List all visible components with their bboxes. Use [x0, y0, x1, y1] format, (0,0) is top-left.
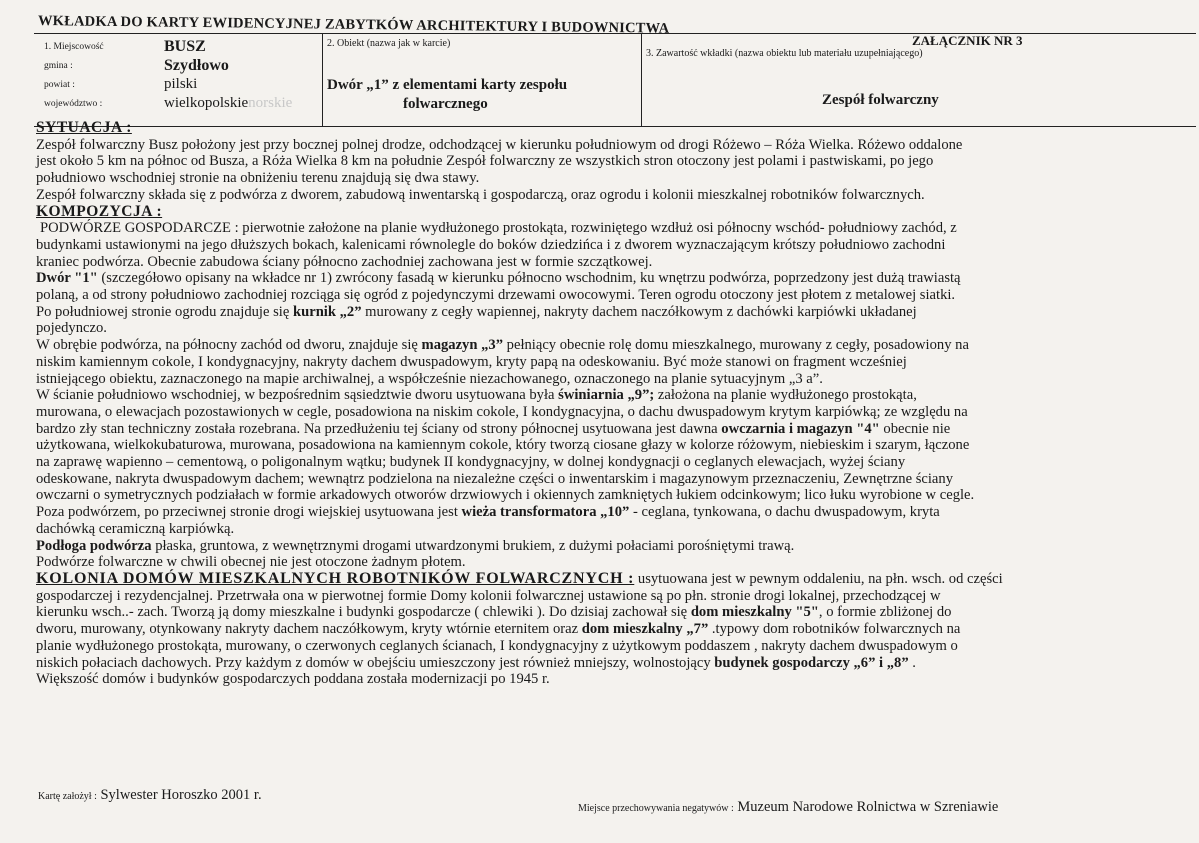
text-line: budynkami ustawionymi na jego dłuższych bokach, kalenicami równolegle do boków dziedzińca i z dworem wyznaczającym krótszy południowo zachodni [36, 236, 946, 253]
section-title-composition: KOMPOZYCJA : [36, 202, 163, 220]
commune-value: Szydłowo [164, 57, 229, 74]
province-smudge: norskie [248, 95, 293, 111]
content-label: 3. Zawartość wkładki (nazwa obiektu lub materiału uzupełniającego) [646, 48, 923, 59]
text-line [36, 571, 1186, 588]
text-line: jest około 5 km na północ od Busza, a Róża Wielka 8 km na południe Zespół folwarczny ze wszystkich stron otoczony jest polami i pastwiskami, po jego [36, 153, 934, 170]
text-line: użytkowana, wielkokubaturowa, murowana, posadowiona na kamiennym cokole, który tworzą ciosane głazy w kolorze różowym, niebieskim i szarym, łączone [36, 437, 970, 454]
text-run: Poza podwórzem, po przeciwnej stronie drogi wiejskiej usytuowana jest [36, 504, 462, 521]
storage-value: Muzeum Narodowe Rolnictwa w Szreniawie [733, 799, 999, 815]
text-line: kraniec podwórza. Obecnie zabudowa ściany północno zachodniej zachowana jest w formie szczątkowej. [36, 253, 653, 270]
text-line: na zaprawę wapienno – cementową, o poligonalnym wątku; budynek II kondygnacyjny, w dolnej kondygnacji o ceglanych elewacjach, wyżej ściany [36, 454, 906, 471]
bold-term: dom mieszkalny "5" [690, 604, 819, 621]
text-line [36, 304, 1186, 321]
text-line [36, 387, 1186, 404]
document-body [36, 120, 1186, 688]
object-value [327, 76, 567, 114]
storage-label: Miejsce przechowywania negatywów : [578, 803, 734, 814]
footer-author [38, 787, 262, 804]
footer-storage [578, 799, 998, 816]
object-column [322, 34, 678, 126]
text-line [36, 655, 1186, 672]
bold-term: owczarnia i magazyn "4" [721, 420, 880, 437]
text-line [36, 270, 1186, 287]
object-line-2: folwarcznego [403, 96, 488, 112]
text-line: Zespół folwarczny składa się z podwórza z dworem, zabudową inwentarską i gospodarczą, oraz ogrodu i kolonii mieszkalnej robotników folwarcznych. [36, 186, 925, 203]
document-title: WKŁADKA DO KARTY EWIDENCYJNEJ ZABYTKÓW ARCHITEKTURY I BUDOWNICTWA [37, 13, 670, 37]
annex-number: ZAŁĄCZNIK NR 3 [912, 33, 1023, 48]
text-run: kierunku wsch..- zach. Tworzą ją domy mieszkalne i budynki gospodarcze ( chlewiki ). Do dzisiaj zachował się [36, 604, 691, 621]
text-line: Zespół folwarczny Busz położony jest przy bocznej polnej drodze, odchodzącej w kierunku południowym od drogi Różewo – Róża Wielka. Różewo oddalone [36, 136, 963, 153]
section-title-situation: SYTUACJA : [36, 119, 132, 136]
locality-label: 1. Miejscowość [44, 42, 104, 52]
bold-term: magazyn „3” [421, 337, 504, 354]
text-line: gospodarczej i rezydencjalnej. Przetrwała ona w pierwotnej formie Domy kolonii folwarcznej ustawione są po płn. stronie drogi lokalnej, przechodzącej w [36, 587, 941, 604]
county-label: powiat : [44, 80, 75, 90]
text-line [36, 421, 1186, 438]
text-line: murowana, o elewacjach pozostawionych w cegle, posadowiona na niskim cokole, I kondygnacyjna, o dachu dwuspadowym krytym karpiówką; ze względu na [36, 403, 968, 420]
text-run: obecnie nie [879, 420, 951, 437]
text-run: usytuowana jest w pewnym oddaleniu, na płn. wsch. od części [634, 570, 1003, 587]
bold-term: Dwór "1" [36, 270, 98, 287]
content-value: Zespół folwarczny [822, 92, 939, 108]
section-title-colony: KOLONIA DOMÓW MIESZKALNYCH ROBOTNIKÓW FOLWARCZNYCH : [36, 569, 635, 587]
text-line: Większość domów i budynków gospodarczych poddana została modernizacji po 1945 r. [36, 671, 550, 688]
locality-value: BUSZ [164, 38, 206, 55]
text-run: dworu, murowany, otynkowany nakryty dachem naczółkowym, kryty wtórnie eternitem oraz [36, 621, 582, 638]
text-run: , o formie zbliżonej do [818, 604, 952, 621]
text-run: . [908, 654, 916, 671]
text-run: bardzo zły stan techniczny została rozebrana. Na przedłużeniu tej ściany od strony północnej usytuowana jest dawna [36, 420, 722, 437]
text-line: planie wydłużonego prostokąta, murowany, o czerwonych ceglanych ścianach, I kondygnacyjny z użytkowym poddaszem , nakryty dachem dwuspadowym o [36, 637, 958, 654]
object-label: 2. Obiekt (nazwa jak w karcie) [327, 38, 451, 49]
text-line: południowo wschodniej stronie na obniżeniu terenu znajdują się dwa stawy. [36, 170, 480, 187]
text-line: odeskowane, nakryta dwuspadowym dachem; wewnątrz podzielona na niezależne części o inwentarskim i magazynowym przeznaczeniu, Zewnętrzne ściany [36, 470, 953, 487]
province-label: województwo : [44, 99, 103, 109]
province-value [164, 95, 292, 112]
bold-term: Podłoga podwórza [36, 537, 152, 554]
bold-term: wieża transformatora „10” [461, 504, 630, 521]
bold-term: dom mieszkalny „7” [581, 621, 709, 638]
text-line: PODWÓRZE GOSPODARCZE : pierwotnie założone na planie wydłużonego prostokąta, rozwiniętego wzdłuż osi północny wschód- południowy zachód, z [40, 220, 957, 237]
text-line [36, 337, 1186, 354]
text-line [36, 504, 1186, 521]
bold-term: kurnik „2” [292, 303, 362, 320]
text-line [36, 621, 1186, 638]
text-line: polaną, a od strony południowo zachodniej rozciąga się ogród z pojedynczymi drzewami owocowymi. Teren ogrodu otoczony jest płotem z metalowej siatki. [36, 287, 956, 304]
text-line [36, 604, 1186, 621]
text-run: pełniący obecnie rolę domu mieszkalnego, murowany z cegły, posadowiony na [503, 337, 969, 354]
author-value: Sylwester Horoszko 2001 r. [96, 787, 262, 803]
province-text: wielkopolskie [164, 95, 249, 111]
header-table [34, 33, 1196, 127]
text-line [36, 538, 1186, 555]
text-run: płaska, gruntowa, z wewnętrznymi drogami utwardzonymi brukiem, z dużymi połaciami porośniętymi trawą. [151, 537, 795, 554]
bold-term: świniarnia „9”; [558, 387, 655, 404]
text-line: istniejącego obiektu, zaznaczonego na mapie archiwalnej, a współcześnie niezachowanego, oznaczonego na planie sytuacyjnym „3 a”. [36, 370, 823, 387]
text-run: W obrębie podwórza, na północny zachód od dworu, znajduje się [36, 337, 422, 354]
author-label: Kartę założył : [38, 791, 97, 802]
text-run: założona na planie wydłużonego prostokąta, [654, 387, 917, 404]
commune-label: gmina : [44, 61, 73, 71]
text-line: Podwórze folwarczne w chwili obecnej nie jest otoczone żadnym płotem. [36, 554, 466, 571]
text-run: murowany z cegły wapiennej, nakryty dachem naczółkowym z dachówki karpiówki układanej [361, 303, 917, 320]
text-line: pojedynczo. [36, 320, 107, 337]
text-run: - ceglana, tynkowana, o dachu dwuspadowym, kryta [629, 504, 940, 521]
text-run: niskich połaciach dachowych. Przy każdym z domów w obejściu umieszczony jest również mniejszy, wolnostojący [36, 654, 715, 671]
bold-term: budynek gospodarczy „6” i „8” [714, 654, 909, 671]
county-value: pilski [164, 76, 198, 92]
text-line: dachówką ceramiczną karpiówką. [36, 520, 235, 537]
text-run: W ścianie południowo wschodniej, w bezpośrednim sąsiedztwie dworu usytuowana była [36, 387, 559, 404]
text-line: niskim kamiennym cokole, I kondygnacyjny, nakryty dachem dwuspadowym, kryty papą na odeskowaniu. Być może stanowi on fragment wcześniej [36, 353, 907, 370]
object-line-1: Dwór „1” z elementami karty zespołu [327, 77, 568, 93]
text-line: owczarni o symetrycznych podziałach w formie arkadowych otworów drzwiowych i okiennych zamkniętych łukiem odcinkowym; lico łuku wyrobione w cegle. [36, 487, 975, 504]
text-run: Po południowej stronie ogrodu znajduje się [36, 303, 293, 320]
text-run: .typowy dom robotników folwarcznych na [708, 621, 961, 638]
content-column [641, 34, 1197, 126]
text-run: (szczegółowo opisany na wkładce nr 1) zwrócony fasadą w kierunku północno wschodnim, ku wnętrzu podwórza, poprzedzony jest dużą trawiastą [97, 270, 961, 287]
